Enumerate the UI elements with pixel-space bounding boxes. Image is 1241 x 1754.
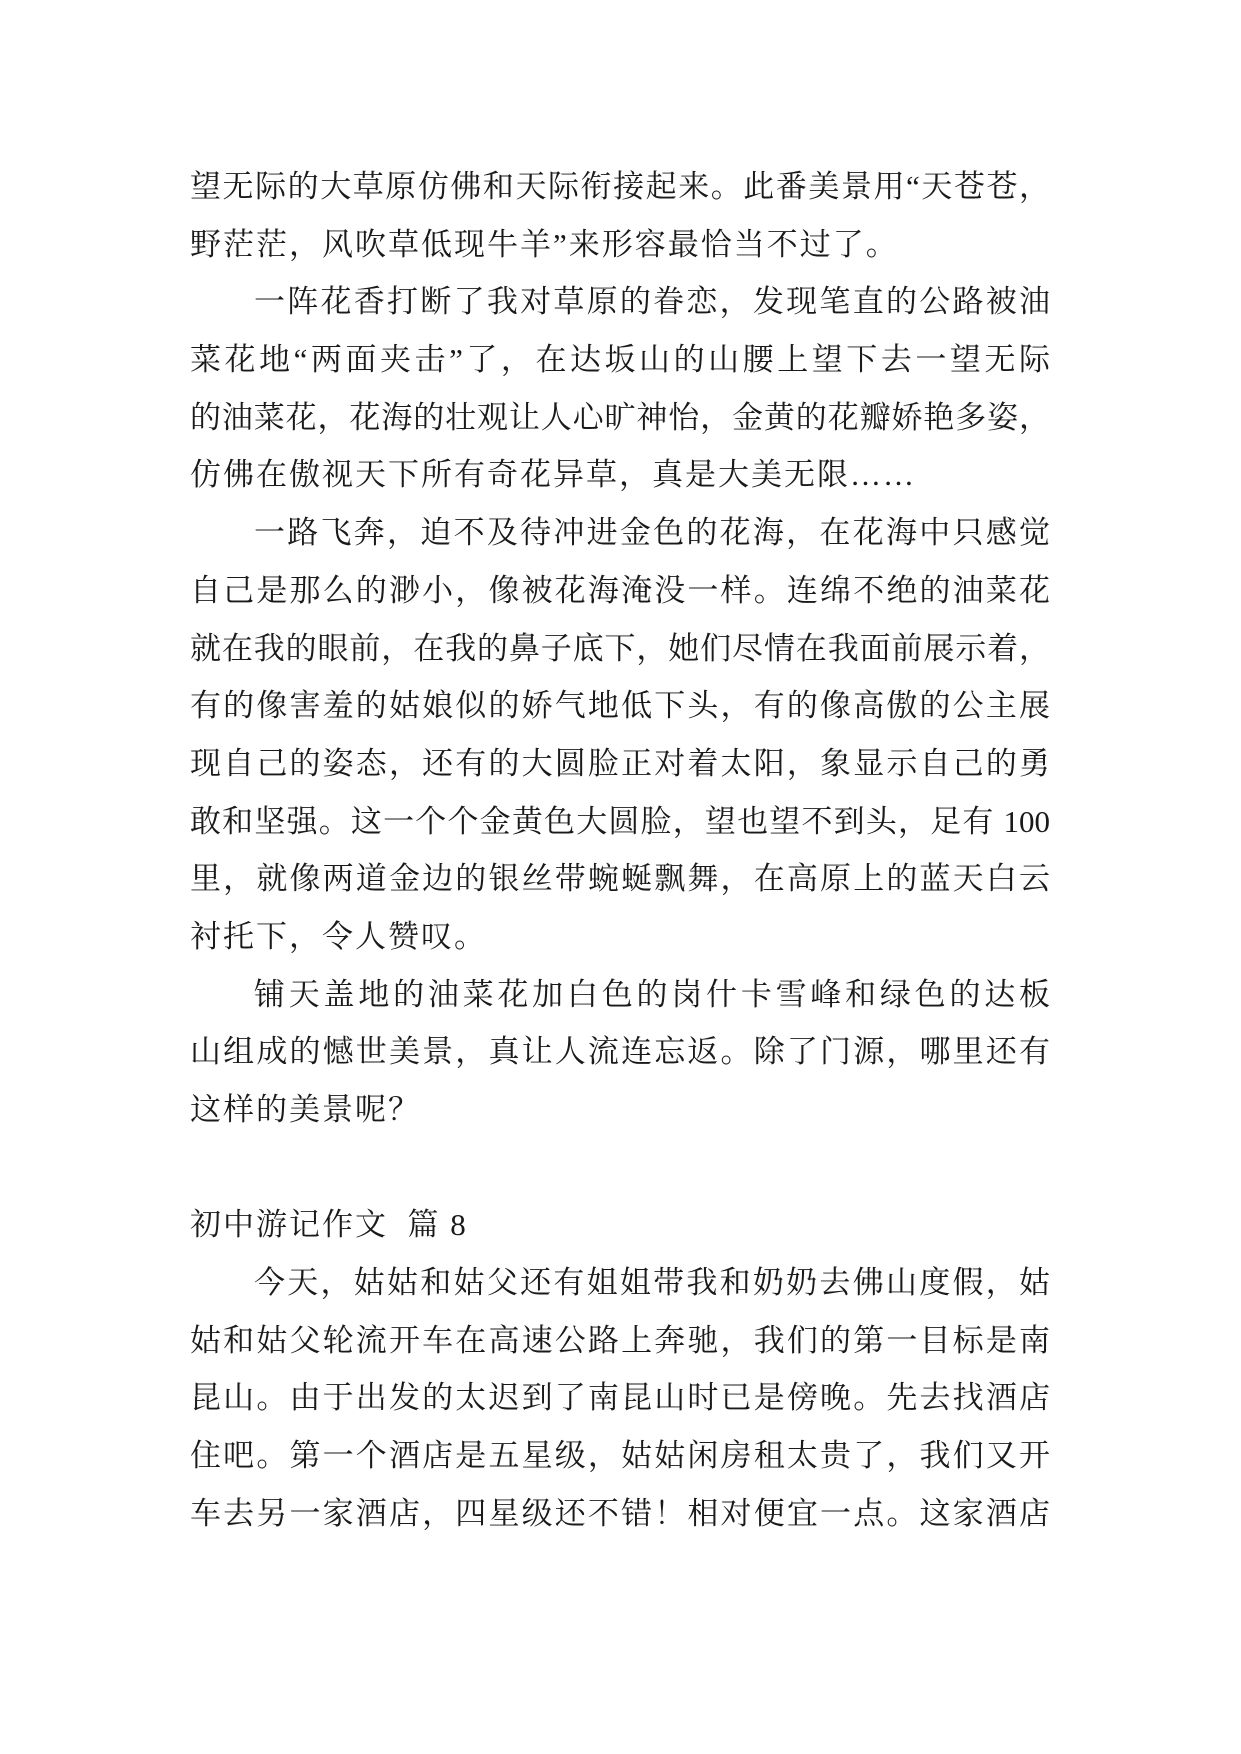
text-line: 敢和坚强。这一个个金黄色大圆脸，望也望不到头，足有 100 [190, 803, 1050, 839]
text-line: 铺天盖地的油菜花加白色的岗什卡雪峰和绿色的达板 [254, 976, 1050, 1012]
text-line: 一阵花香打断了我对草原的眷恋，发现笔直的公路被油 [254, 284, 1050, 320]
text-line: 望无际的大草原仿佛和天际衔接起来。此番美景用“天苍苍， [190, 169, 1050, 204]
blank-line [190, 1139, 1050, 1197]
document-body [190, 158, 1050, 1543]
section-heading: 初中游记作文 篇 8 [190, 1207, 468, 1243]
text-line: 一路飞奔，迫不及待冲进金色的花海，在花海中只感觉 [254, 515, 1050, 551]
text-line: 野茫茫，风吹草低现牛羊”来形容最恰当不过了。 [190, 226, 899, 262]
paragraph [190, 158, 1050, 273]
text-line: 这样的美景呢？ [190, 1092, 421, 1127]
paragraph [190, 966, 1050, 1139]
text-line: 山组成的憾世美景，真让人流连忘返。除了门源，哪里还有 [190, 1034, 1050, 1070]
text-line: 里，就像两道金边的银丝带蜿蜒飘舞，在高原上的蓝天白云 [190, 861, 1050, 897]
text-line: 昆山。由于出发的太迟到了南昆山时已是傍晚。先去找酒店 [190, 1380, 1050, 1416]
text-line: 今天，姑姑和姑父还有姐姐带我和奶奶去佛山度假，姑 [254, 1265, 1050, 1301]
text-line: 仿佛在傲视天下所有奇花异草，真是大美无限…… [190, 457, 916, 493]
paragraph [190, 1254, 1050, 1542]
text-line: 的油菜花，花海的壮观让人心旷神怡，金黄的花瓣娇艳多姿， [190, 399, 1050, 435]
text-line: 现自己的姿态，还有的大圆脸正对着太阳，象显示自己的勇 [190, 745, 1050, 781]
text-line: 衬托下，令人赞叹。 [190, 918, 487, 954]
text-line: 自己是那么的渺小，像被花海淹没一样。连绵不绝的油菜花 [190, 572, 1050, 608]
text-line: 就在我的眼前，在我的鼻子底下，她们尽情在我面前展示着， [190, 630, 1050, 666]
text-line: 菜花地“两面夹击”了，在达坂山的山腰上望下去一望无际 [190, 342, 1050, 378]
text-line: 住吧。第一个酒店是五星级，姑姑闲房租太贵了，我们又开 [190, 1438, 1050, 1474]
text-line: 姑和姑父轮流开车在高速公路上奔驰，我们的第一目标是南 [190, 1322, 1050, 1358]
text-line: 有的像害羞的姑娘似的娇气地低下头，有的像高傲的公主展 [190, 688, 1050, 724]
paragraph [190, 504, 1050, 966]
paragraph [190, 273, 1050, 504]
text-line: 车去另一家酒店，四星级还不错！相对便宜一点。这家酒店 [190, 1495, 1050, 1531]
